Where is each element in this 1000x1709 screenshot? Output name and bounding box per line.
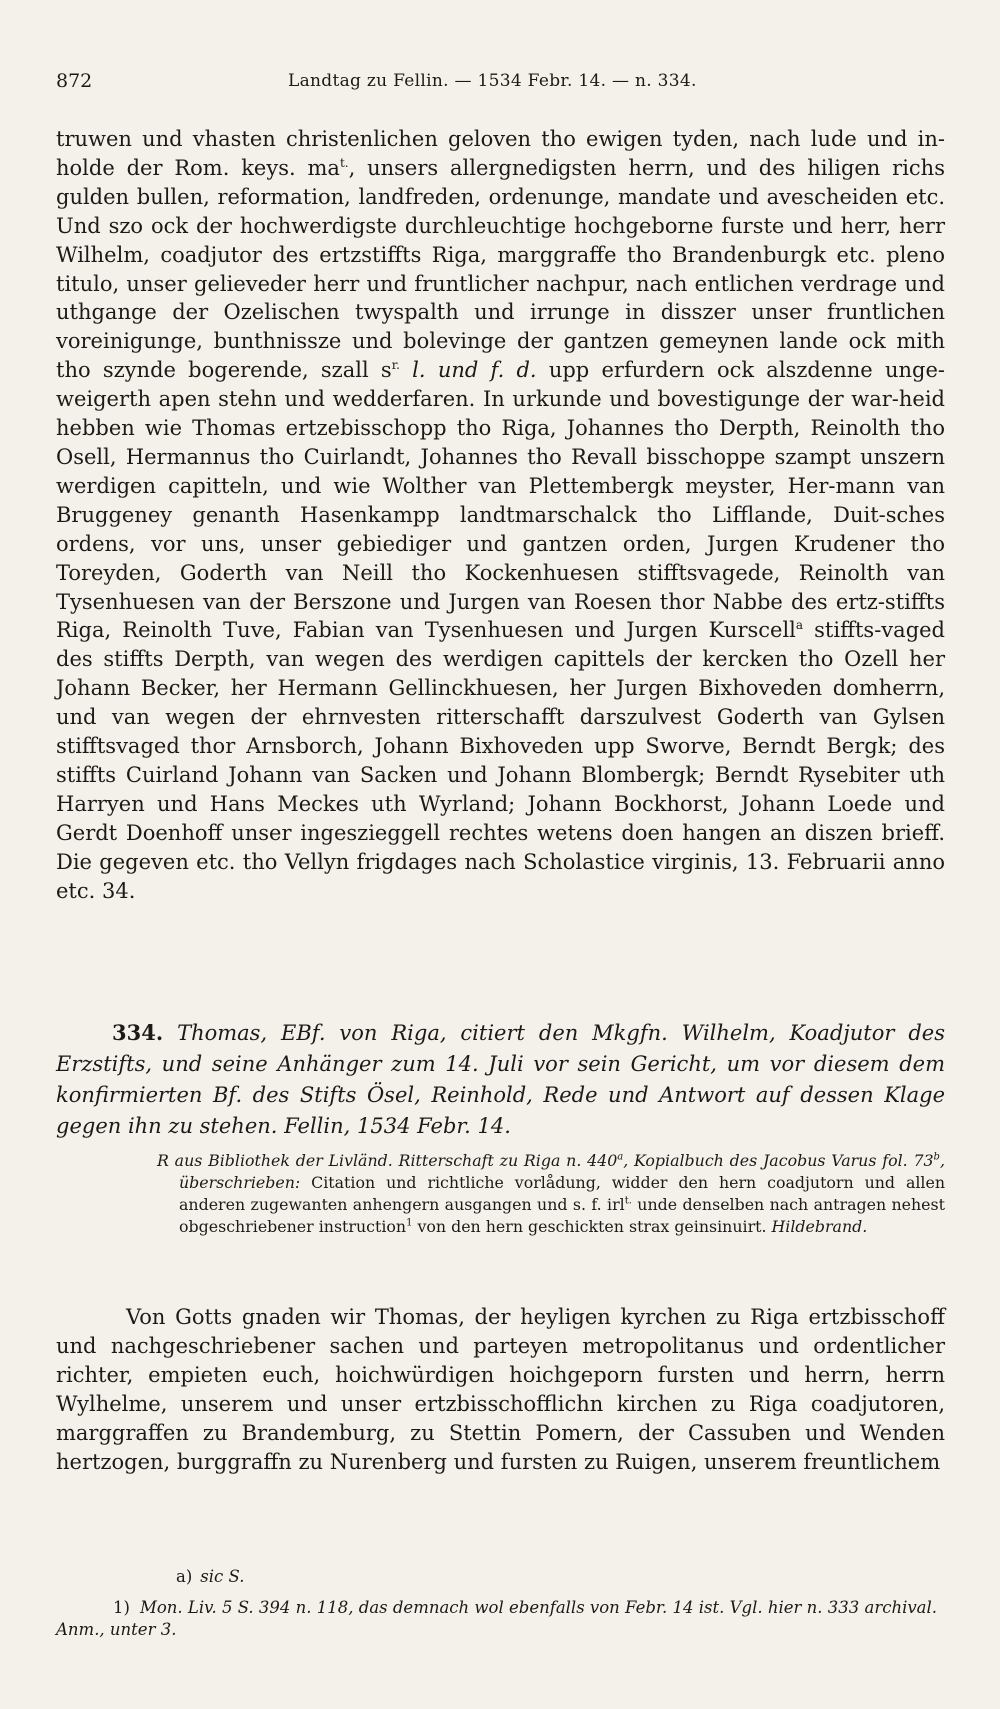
- source-note: R aus Bibliothek der Livländ. Ritterschaft zu Riga n. 440$^a$, Kopialbuch des Jacobus Varus fol. 73$^b$, überschrieben: Citation und richtliche vorlådung, widder den hern coadjutorn und allen anderen zugewanten anhengern ausgangen und s. f. irl$^{t.}$ unde denselben nach antragen nehest obgeschriebener instruction$^1$ von den hern geschickten strax geinsinuirt. Hildebrand.: [157, 1151, 945, 1236]
- footnote-mark: a): [176, 1567, 193, 1586]
- page-number: 872: [56, 70, 93, 92]
- footnote-mark: 1): [113, 1598, 130, 1617]
- document-summary: Thomas, EBf. von Riga, citiert den Mkgfn. Wilhelm, Koadjutor des Erzstifts, und seine Anhänger zum 14. Juli vor sein Gericht, um vor diesem dem konfirmierten Bf. des Stifts Ösel, Reinhold, Rede und Antwort auf dessen Klage gegen ihn zu stehen. Fellin, 1534 Febr. 14.: [56, 1021, 945, 1138]
- footnote-ref-1[interactable]: 1: [406, 1217, 413, 1229]
- footnote-ref-a[interactable]: a: [795, 618, 804, 633]
- running-title: Landtag zu Fellin. — 1534 Febr. 14. — n. 334.: [288, 71, 697, 91]
- superscript-abbrev: r.: [391, 358, 400, 373]
- body-paragraph-continuation: truwen und vhasten christenlichen geloven tho ewigen tyden, nach lude und in-holde der Rom. keys. $ma^{t.}$, unsers allergnedigsten herrn, und des hiligen richs gulden bullen, reformation, landfreden, ordenunge, mandate und avescheiden etc. Und szo ock der hochwerdigste durchleuchtige hochgeborne furste und herr, herr Wilhelm, coadjutor des ertzstiffts Riga, marggraffe tho Brandenburgk etc. pleno titulo, unser gelieveder herr und fruntlicher nachpur, nach entlichen verdrage und uthgange der Ozelischen twyspalth und irrunge in disszer unser fruntlichen voreinigunge, bunthnissze und bolevinge der gantzen gemeynen lande ock mith tho szynde bogerende, szall $s^{r.}$ l. und f. d. upp erfurdern ock alszdenne unge-weigerth apen stehn und wedderfaren. In urkunde und bovestigunge der war-heid hebben wie Thomas ertzebisschopp tho Riga, Johannes tho Derpth, Reinolth tho Osell, Hermannus tho Cuirlandt, Johannes tho Revall bisschoppe szampt unszern werdigen capitteln, und wie Wolther van Plettembergk meyster, Her-mann van Bruggeney genanth Hasenkampp landtmarschalck tho Lifflande, Duit-sches ordens, vor uns, unser gebiediger und gantzen orden, Jurgen Krudener tho Toreyden, Goderth van Neill tho Kockenhuesen stifftsvagede, Reinolth van Tysenhuesen van der Berszone und Jurgen van Roesen thor Nabbe des ertz-stiffts Riga, Reinolth Tuve, Fabian van Tysenhuesen und Jurgen Kurscell$^a$ stiffts-vaged des stiffts Derpth, van wegen des werdigen capittels der kercken tho Ozell her Johann Becker, her Hermann Gellinckhuesen, her Jurgen Bixhoveden domherrn, und van wegen der ehrnvesten ritterschafft darszulvest Goderth van Gylsen stifftsvaged thor Arnsborch, Johann Bixhoveden upp Sworve, Berndt Bergk; des stiffts Cuirland Johann van Sacken und Johann Blombergk; Berndt Rysebiter uth Harryen und Hans Meckes uth Wyrland; Johann Bockhorst, Johann Loede und Gerdt Doenhoff unser ingeszieggell rechtes wetens doen hangen an diszen brieff. Die gegeven etc. tho Vellyn frigdages nach Scholastice virginis, 13. Februarii anno etc. 34.: [56, 127, 946, 903]
- footnote-1: 1) Mon. Liv. 5 S. 394 n. 118, das demnach wol ebenfalls von Febr. 14 ist. Vgl. hier n. 333 archival. Anm., unter 3.: [56, 1598, 938, 1639]
- superscript-abbrev: t.: [339, 155, 349, 170]
- running-header: [56, 70, 944, 96]
- footnote-a: a) sic S.: [176, 1567, 245, 1586]
- body-paragraph-letter: Von Gotts gnaden wir Thomas, der heyligen kyrchen zu Riga ertzbisschoff und nachgeschriebener sachen und parteyen metropolitanus und ordentlicher richter, empieten euch, hoichwürdigen hoichgeporn fursten und herrn, herrn Wylhelme, unserem und unser ertzbisschofflichn kirchen zu Riga coadjutoren, marggraffen zu Brandemburg, zu Stettin Pomern, der Cassuben und Wenden hertzogen, burggraffn zu Nurenberg und fursten zu Ruigen, unserem freuntlichem: [56, 1305, 945, 1474]
- document-heading: [56, 1017, 945, 1142]
- document-number: 334.: [112, 1020, 164, 1045]
